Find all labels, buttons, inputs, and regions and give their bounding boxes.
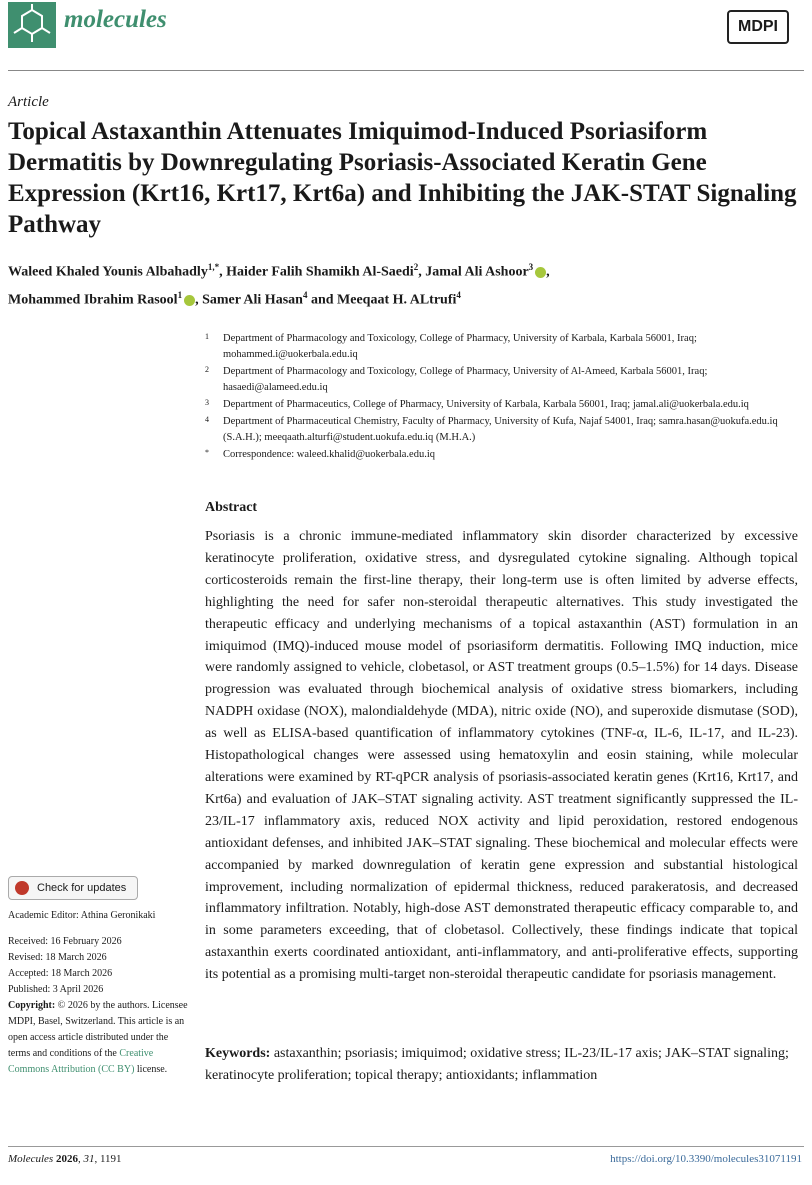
- abstract-heading: Abstract: [205, 500, 258, 515]
- author-name: Mohammed Ibrahim Rasool: [8, 292, 178, 308]
- affiliation-item: 2 Department of Pharmacology and Toxicology, College of Pharmacy, University of Al-Ameed, Karbala 56001, Iraq; hasaedi@alameed.edu.iq: [205, 365, 708, 393]
- author-affiliation: 4: [456, 289, 461, 300]
- footer-divider: [8, 1146, 804, 1147]
- article-title: Topical Astaxanthin Attenuates Imiquimod-Induced Psoriasiform Dermatitis by Downregulating Psoriasis-Associated Keratin Gene Expression (Krt16, Krt17, Krt6a) and Inhibiting the JAK-STAT Signaling Pathway: [8, 118, 797, 238]
- keywords: [205, 1043, 798, 1087]
- published-date: Published: 3 April 2026: [8, 984, 104, 995]
- header-divider: [8, 70, 804, 71]
- affiliation-item: 4 Department of Pharmaceutical Chemistry, Faculty of Pharmacy, University of Kufa, Najaf 54001, Iraq; samra.hasan@uokufa.edu.iq (S.A.H.); meeqaath.alturfi@student.uokufa.edu.iq (M.H.A.): [205, 415, 778, 443]
- author-affiliation: 4: [302, 289, 308, 300]
- affiliations: [205, 331, 805, 464]
- keywords-text: astaxanthin; psoriasis; imiquimod; oxidative stress; IL-23/IL-17 axis; JAK–STAT signaling; keratinocyte proliferation; topical therapy; antioxidants; inflammation: [205, 1046, 789, 1083]
- article-info-sidebar: [8, 908, 188, 1078]
- author-list: Waleed Khaled Younis Albahadly$^{1,*}$, Haider Falih Shamikh Al-Saedi$^2$, Jamal Ali Ashoor$^3$ , Mohammed Ibrahim Rasool$^1$ , Samer Ali Hasan$^4$ and Meeqaat H. ALtrufi$^4$: [8, 262, 550, 308]
- revised-date: Revised: 18 March 2026: [8, 952, 107, 963]
- orcid-icon[interactable]: [184, 295, 195, 306]
- author-name: Waleed Khaled Younis Albahadly: [8, 264, 208, 280]
- author-name: Samer Ali Hasan: [202, 292, 303, 308]
- affiliation-item: 3 Department of Pharmaceutics, College of Pharmacy, University of Karbala, Karbala 56001, Iraq; jamal.ali@uokerbala.edu.iq: [205, 398, 749, 410]
- correspondence-item: * Correspondence: waleed.khalid@uokerbala.edu.iq: [205, 448, 436, 460]
- author-affiliation: 1,*: [207, 262, 220, 272]
- received-date: Received: 16 February 2026: [8, 936, 122, 947]
- affiliation-item: 1 Department of Pharmacology and Toxicology, College of Pharmacy, University of Karbala, Karbala 56001, Iraq; mohammed.i@uokerbala.edu.iq: [205, 332, 697, 360]
- author-name: Meeqaat H. ALtrufi: [337, 292, 457, 308]
- journal-logo: [8, 2, 56, 48]
- license-link[interactable]: Creative Commons Attribution (CC BY): [8, 1048, 154, 1075]
- copyright-label: Copyright:: [8, 1000, 56, 1011]
- author-affiliation: 2: [413, 262, 419, 272]
- molecule-icon: [8, 2, 56, 48]
- keywords-label: Keywords:: [205, 1046, 271, 1061]
- article-type: Article: [8, 94, 49, 110]
- author-affiliation: 1: [177, 289, 183, 300]
- check-updates-label: Check for updates: [37, 882, 127, 894]
- doi-link[interactable]: https://doi.org/10.3390/molecules31071191: [610, 1153, 802, 1165]
- journal-name[interactable]: molecules: [64, 6, 167, 33]
- orcid-icon[interactable]: [535, 267, 546, 278]
- citation: Molecules 2026, 31, 1191: [8, 1153, 122, 1165]
- author-affiliation: 3: [528, 262, 534, 272]
- update-icon: [15, 881, 29, 895]
- academic-editor: Academic Editor: Athina Geronikaki: [8, 910, 156, 921]
- author-name: Haider Falih Shamikh Al-Saedi: [226, 264, 414, 280]
- copyright-notice: Copyright: © 2026 by the authors. Licensee MDPI, Basel, Switzerland. This article is an open access article distributed under the terms and conditions of the Creative Commons Attribution (CC BY) license.: [8, 1000, 188, 1075]
- author-name: Jamal Ali Ashoor: [425, 264, 529, 280]
- abstract-text: Psoriasis is a chronic immune-mediated inflammatory skin disorder characterized by excessive keratinocyte proliferation, oxidative stress, and dysregulated cytokine signaling. Although topical corticosteroids remain the first-line therapy, their long-term use is often limited by adverse effects, highlighting the need for safer non-steroidal therapeutic alternatives. This study investigated the therapeutic efficacy and underlying mechanisms of a topical astaxanthin (AST) formulation in an imiquimod (IMQ)-induced mouse model of psoriasiform dermatitis. Following IMQ induction, mice were randomly assigned to vehicle, clobetasol, or AST treatment groups (0.5–1.5%) for 14 days. Disease progression was evaluated through biochemical analysis of oxidative stress biomarkers, including NADPH oxidase (NOX), malondialdehyde (MDA), nitric oxide (NO), and superoxide dismutase (SOD), as well as ELISA-based quantification of inflammatory cytokines (TNF-α, IL-6, IL-17, and IL-23). Histopathological changes were assessed using hematoxylin and eosin staining, while molecular alterations were examined by RT-qPCR analysis of psoriasis-associated keratin genes (Krt16, Krt17, and Krt6a) and evaluation of JAK–STAT signaling activity. AST treatment significantly suppressed the IL-23/IL-17 inflammatory axis, reduced NOX activity and lipid peroxidation, restored endogenous antioxidant defenses, and inhibited JAK–STAT signaling. These biochemical and molecular effects were accompanied by marked downregulation of keratin gene expression and substantial histological improvement, including normalization of epidermal thickness, reduced parakeratosis, and decreased inflammatory infiltration. Notably, high-dose AST demonstrated therapeutic efficacy comparable to, and in some parameters exceeding, that of clobetasol. Collectively, these findings indicate that topical astaxanthin exerts coordinated antioxidant, anti-inflammatory, and anti-proliferative effects, supporting its potential as a promising multi-target non-steroidal therapeutic candidate for psoriasis management.: [205, 529, 798, 983]
- check-updates-button[interactable]: [8, 876, 138, 900]
- publisher-logo[interactable]: MDPI: [727, 10, 789, 44]
- accepted-date: Accepted: 18 March 2026: [8, 968, 113, 979]
